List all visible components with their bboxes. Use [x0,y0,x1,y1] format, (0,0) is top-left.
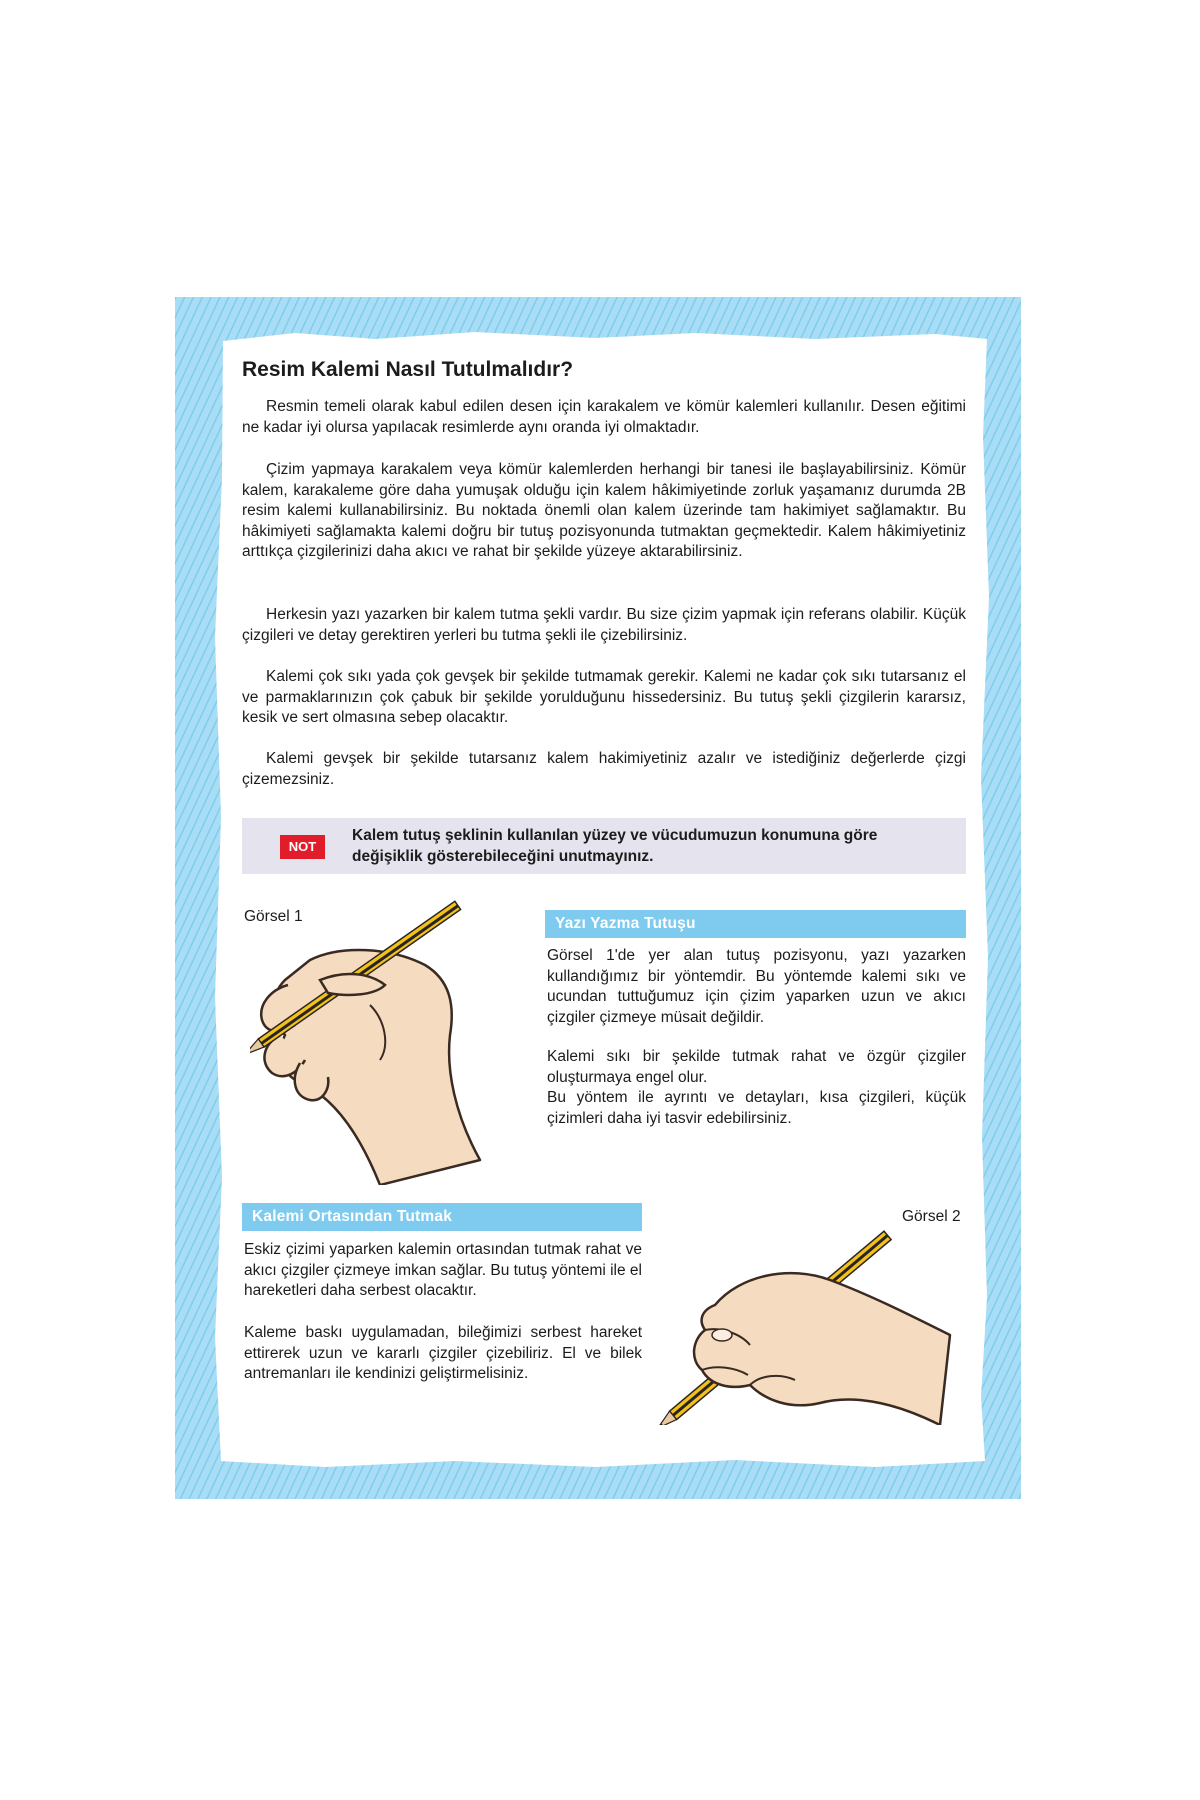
hand-writing-grip-illustration [250,885,510,1185]
figure-2-label: Görsel 2 [902,1208,961,1225]
figure-1-label: Görsel 1 [244,908,303,925]
section-heading-writing-grip: Yazı Yazma Tutuşu [545,910,966,938]
page-title: Resim Kalemi Nasıl Tutulmalıdır? [242,358,574,381]
paragraph-1: Resmin temeli olarak kabul edilen desen için karakalem ve kömür kalemleri kullanılır. Desen eğitimi ne kadar iyi olursa yapılacak resimlerde aynı oranda iyi olmaktadır. [242,398,966,436]
paragraph-3: Herkesin yazı yazarken bir kalem tutma şekli vardır. Bu size çizim yapmak için referans olabilir. Küçük çizgileri ve detay gerektiren yerleri bu tutma şekli ile çizebilirsiniz. [242,606,966,644]
figure-1-text-2: Kalemi sıkı bir şekilde tutmak rahat ve özgür çizgiler oluşturmaya engel olur. [547,1048,966,1086]
figure-2-text-1: Eskiz çizimi yaparken kalemin ortasından tutmak rahat ve akıcı çizgiler çizmeye imkan sağlar. Bu tutuş yöntemi ile el hareketleri daha serbest olacaktır. [244,1241,642,1299]
figure-1-text-1: Görsel 1'de yer alan tutuş pozisyonu, yazı yazarken kullandığımız bir yöntemdir. Bu yöntemde kalemi sıkı ve ucundan tuttuğumuz için çizim yaparken uzun ve akıcı çizgiler çizmeye müsait değildir. [547,947,966,1026]
note-badge: NOT [280,835,325,859]
paragraph-4: Kalemi çok sıkı yada çok gevşek bir şekilde tutmamak gerekir. Kalemi ne kadar çok sıkı tutarsanız el ve parmaklarınızın çok çabuk bir şekilde yorulduğunu hissedersiniz. Bu tutuş şekli çizgilerin kararsız, kesik ve sert olmasına sebep olacaktır. [242,668,966,726]
paragraph-2: Çizim yapmaya karakalem veya kömür kalemlerden herhangi bir tanesi ile başlayabilirsiniz. Kömür kalem, karakaleme göre daha yumuşak olduğu için kalem hâkimiyetinde zorluk yaşamanız durumda 2B resim kalemi kullanabilirsiniz. Bu noktada önemli olan kalem üzerinde tam hakimiyet sağlamaktır. Bu hâkimiyeti sağlamakta kalemi doğru bir tutuş pozisyonunda tutmaktan geçmektedir. Kalem hâkimiyetiniz arttıkça çizgilerinizi daha akıcı ve rahat bir şekilde yüzeye aktarabilirsiniz. [242,461,966,560]
hand-middle-grip-illustration [620,1225,970,1425]
figure-2-text-2: Kaleme baskı uygulamadan, bileğimizi serbest hareket ettirerek uzun ve kararlı çizgiler çizebiliriz. El ve bilek antremanları ile kendinizi geliştirmelisiniz. [244,1324,642,1382]
section-heading-middle-grip: Kalemi Ortasından Tutmak [242,1203,642,1231]
note-box [242,818,966,874]
paragraph-5: Kalemi gevşek bir şekilde tutarsanız kalem hakimiyetiniz azalır ve istediğiniz değerlerde çizgi çizemezsiniz. [242,750,966,788]
figure-1-text-3: Bu yöntem ile ayrıntı ve detayları, kısa çizgileri, küçük çizimleri daha iyi tasvir edebilirsiniz. [547,1089,966,1127]
note-text: Kalem tutuş şeklinin kullanılan yüzey ve vücudumuzun konumuna göre değişiklik gösterebileceğini unutmayınız. [352,827,878,865]
